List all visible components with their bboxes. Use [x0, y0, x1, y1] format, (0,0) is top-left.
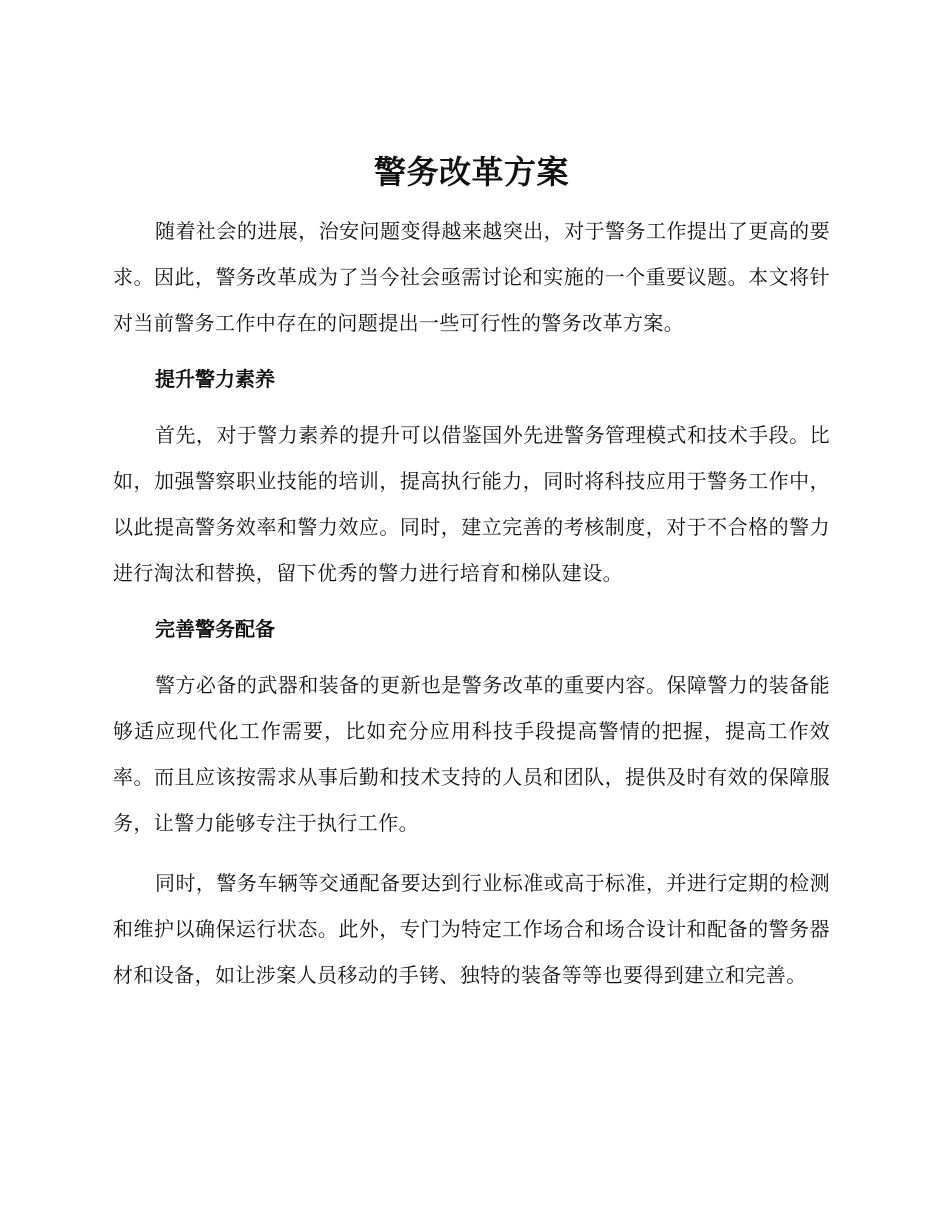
document-title: 警务改革方案	[373, 153, 569, 191]
section-paragraph: 同时，警务车辆等交通配备要达到行业标准或高于标准，并进行定期的检测和维护以确保运行状态。此外，专门为特定工作场合和场合设计和配备的警务器材和设备，如让涉案人员移动的手铐、独特的装备等等也要得到建立和完善。	[113, 871, 830, 987]
section-heading-equipment: 完善警务配备	[155, 617, 275, 641]
section-paragraph: 首先，对于警力素养的提升可以借鉴国外先进警务管理模式和技术手段。比如，加强警察职业技能的培训，提高执行能力，同时将科技应用于警务工作中，以此提高警务效率和警力效应。同时，建立完善的考核制度，对于不合格的警力进行淘汰和替换，留下优秀的警力进行培育和梯队建设。	[113, 423, 830, 585]
section-paragraph: 警方必备的武器和装备的更新也是警务改革的重要内容。保障警力的装备能够适应现代化工作需要，比如充分应用科技手段提高警情的把握，提高工作效率。而且应该按需求从事后勤和技术支持的人员和团队，提供及时有效的保障服务，让警力能够专注于执行工作。	[113, 673, 830, 835]
section-heading-personnel: 提升警力素养	[155, 367, 275, 391]
intro-paragraph: 随着社会的进展，治安问题变得越来越突出，对于警务工作提出了更高的要求。因此，警务改革成为了当今社会亟需讨论和实施的一个重要议题。本文将针对当前警务工作中存在的问题提出一些可行性的警务改革方案。	[113, 219, 830, 335]
